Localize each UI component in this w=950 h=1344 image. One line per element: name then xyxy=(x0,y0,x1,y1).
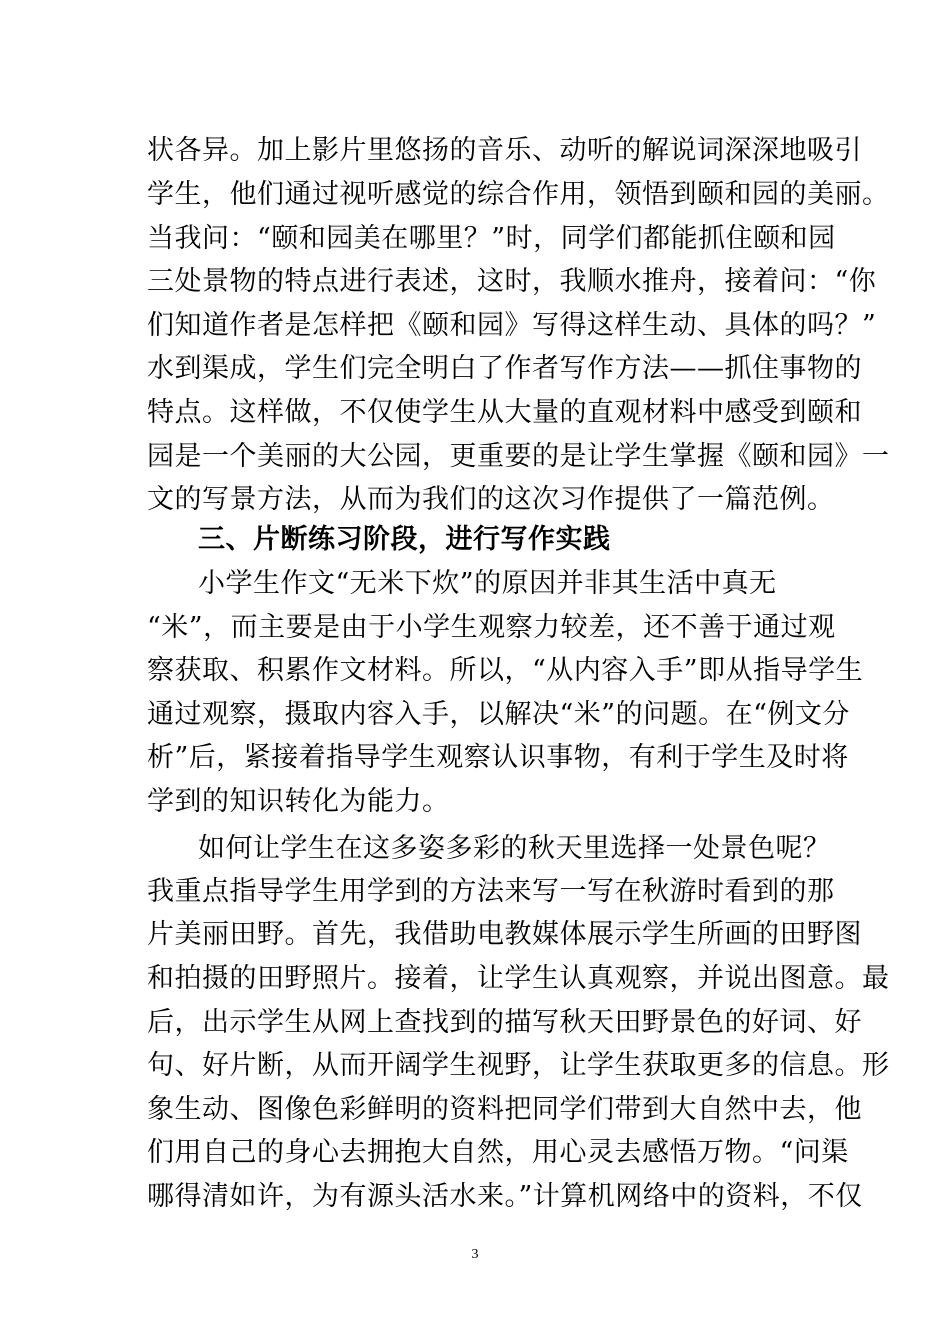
section-heading: 三、片断练习阶段，进行写作实践 xyxy=(198,524,611,555)
text-line: 片美丽田野。首先，我借助电教媒体展示学生所画的田野图 xyxy=(147,919,862,950)
text-line: 园是一个美丽的大公园，更重要的是让学生掌握《颐和园》一 xyxy=(147,441,890,472)
page-number: 3 xyxy=(471,1247,479,1262)
text-line: 三处景物的特点进行表述，这时，我顺水推舟，接着问：“你 xyxy=(147,266,877,297)
text-line: 水到渠成，学生们完全明白了作者写作方法——抓住事物的 xyxy=(147,353,862,384)
text-line: 们知道作者是怎样把《颐和园》写得这样生动、具体的吗？” xyxy=(147,310,877,341)
text-line: 文的写景方法，从而为我们的这次习作提供了一篇范例。 xyxy=(147,484,835,515)
text-line: 析”后，紧接着指导学生观察认识事物，有利于学生及时将 xyxy=(147,742,849,773)
text-line: 和拍摄的田野照片。接着，让学生认真观察，并说出图意。最 xyxy=(147,963,890,994)
text-line: 后，出示学生从网上查找到的描写秋天田野景色的好词、好 xyxy=(147,1007,862,1038)
text-line: 特点。这样做，不仅使学生从大量的直观材料中感受到颐和 xyxy=(147,397,862,428)
text-line: 我重点指导学生用学到的方法来写一写在秋游时看到的那 xyxy=(147,876,835,907)
text-line: 当我问：“颐和园美在哪里？”时，同学们都能抓住颐和园 xyxy=(147,223,836,254)
text-line: 学到的知识转化为能力。 xyxy=(147,786,450,817)
text-line: 通过观察，摄取内容入手，以解决“米”的问题。在“例文分 xyxy=(147,699,850,730)
text-line: 哪得清如许，为有源头活水来。”计算机网络中的资料，不仅 xyxy=(147,1181,863,1212)
text-line: 察获取、积累作文材料。所以，“从内容入手”即从指导学生 xyxy=(147,655,864,686)
text-line: “米”，而主要是由于小学生观察力较差，还不善于通过观 xyxy=(147,612,836,643)
text-line: 小学生作文“无米下炊”的原因并非其生活中真无 xyxy=(198,568,777,599)
text-line: 如何让学生在这多姿多彩的秋天里选择一处景色呢？ xyxy=(198,833,831,864)
text-line: 句、好片断，从而开阔学生视野，让学生获取更多的信息。形 xyxy=(147,1050,890,1081)
text-line: 们用自己的身心去拥抱大自然，用心灵去感悟万物。“问渠 xyxy=(147,1137,849,1168)
text-line: 象生动、图像色彩鲜明的资料把同学们带到大自然中去，他 xyxy=(147,1094,862,1125)
text-line: 状各异。加上影片里悠扬的音乐、动听的解说词深深地吸引 xyxy=(147,135,862,166)
text-line: 学生，他们通过视听感觉的综合作用，领悟到颐和园的美丽。 xyxy=(147,179,890,210)
